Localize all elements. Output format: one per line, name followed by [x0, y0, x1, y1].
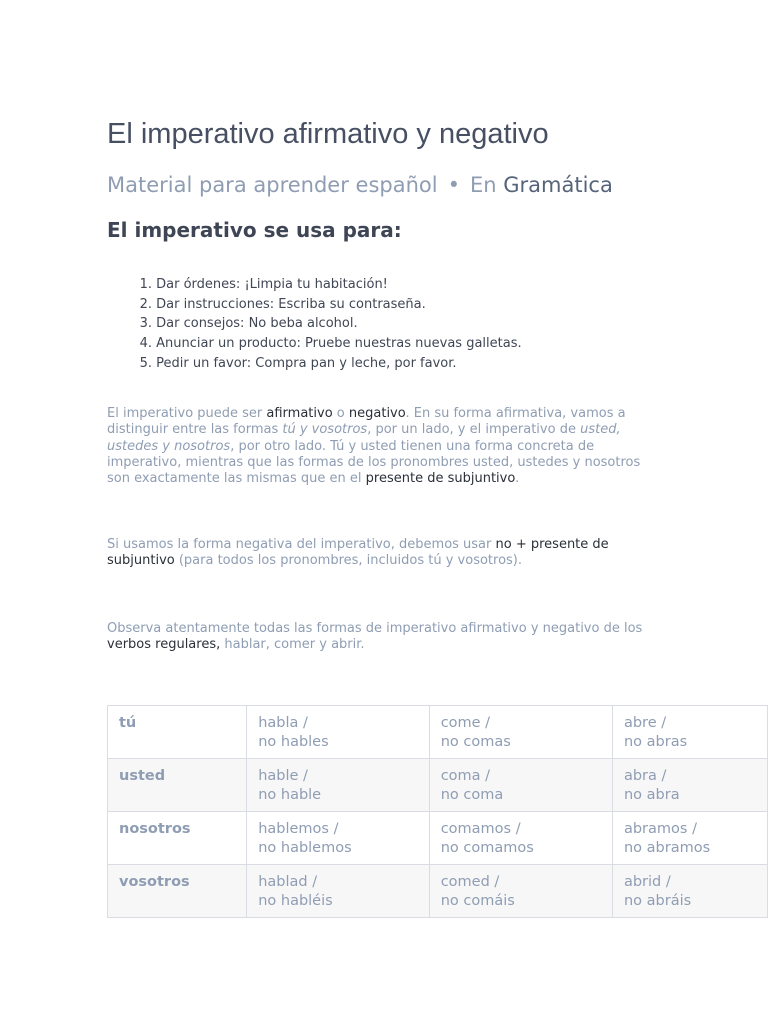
use-label: Pedir un favor: — [156, 355, 256, 371]
list-number: 3. — [139, 316, 152, 332]
text-run: . — [515, 471, 520, 487]
pronoun-cell: vosotros — [108, 865, 247, 918]
use-label: Dar consejos: — [156, 316, 249, 332]
table-row — [108, 759, 768, 812]
affirmative-form: comed / — [440, 874, 500, 890]
negative-form: no abramos — [623, 839, 711, 856]
affirmative-form: hablemos / — [258, 821, 339, 837]
abrir-cell — [612, 865, 767, 918]
list-number: 4. — [139, 336, 152, 352]
comer-cell — [429, 865, 612, 918]
negative-form: no hable — [258, 786, 322, 803]
pronoun-cell: tú — [108, 706, 247, 759]
use-example: Escriba su contraseña. — [278, 296, 426, 312]
pronoun-cell: nosotros — [108, 812, 247, 865]
keyword-no-presente-subjuntivo: no + presente de subjuntivo — [107, 537, 609, 569]
hablar-cell — [247, 706, 429, 759]
negative-form: no habléis — [258, 892, 333, 909]
negative-form: no hables — [258, 733, 329, 750]
affirmative-form: comamos / — [440, 821, 521, 837]
affirmative-form: abramos / — [623, 821, 697, 837]
list-number: 1. — [139, 277, 152, 292]
affirmative-form: habla / — [258, 715, 308, 731]
hablar-cell — [247, 759, 429, 812]
negative-form: no comáis — [440, 892, 515, 909]
use-example: Compra pan y leche, por favor. — [255, 355, 457, 371]
list-item — [107, 334, 522, 354]
negative-form: no abras — [623, 733, 688, 750]
list-item — [107, 295, 522, 315]
text-run: . En su forma afirmativa, vamos a distinguir entre las formas — [107, 406, 626, 438]
article-meta — [107, 173, 613, 197]
affirmative-form: abrid / — [623, 874, 671, 890]
use-example: Pruebe nuestras nuevas galletas. — [305, 336, 522, 352]
use-example: ¡Limpia tu habitación! — [244, 277, 388, 292]
keyword-verbos-regulares: verbos regulares, — [107, 637, 221, 653]
negative-form: no hablemos — [258, 839, 352, 856]
paragraph-negative — [107, 537, 667, 570]
text-run: Observa atentamente todas las formas de imperativo afirmativo y negativo de los — [107, 621, 643, 636]
use-label: Anunciar un producto: — [156, 336, 306, 352]
negative-form: no comas — [440, 733, 511, 750]
table-row — [108, 812, 768, 865]
abrir-cell — [612, 706, 767, 759]
negative-form: no abráis — [623, 892, 692, 909]
affirmative-form: abra / — [623, 768, 667, 784]
page-title: El imperativo afirmativo y negativo — [107, 118, 549, 150]
section-heading: El imperativo se usa para: — [107, 218, 402, 242]
negative-form: no comamos — [440, 839, 534, 856]
list-item — [107, 275, 522, 295]
abrir-cell — [612, 759, 767, 812]
paragraph-observe — [107, 621, 667, 654]
text-run: , por un lado, y el imperativo de — [367, 422, 581, 438]
pronoun-cell: usted — [108, 759, 247, 812]
meta-separator: • — [447, 173, 460, 197]
emphasis-usted-ustedes-nosotros: usted, ustedes y nosotros — [107, 422, 621, 454]
use-example: No beba alcohol. — [248, 316, 358, 332]
emphasis-tu-vosotros: tú y vosotros — [282, 422, 368, 438]
affirmative-form: hable / — [258, 768, 308, 784]
text-run: (para todos los pronombres, incluidos tú y vosotros). — [174, 553, 523, 569]
table-row — [108, 706, 768, 759]
negative-form: no abra — [623, 786, 680, 803]
use-label: Dar instrucciones: — [156, 296, 279, 312]
material-link[interactable]: Material para aprender español — [107, 173, 438, 197]
list-item — [107, 354, 522, 374]
affirmative-form: abre / — [623, 715, 667, 731]
table-row — [108, 865, 768, 918]
keyword-presente-subjuntivo: presente de subjuntivo — [365, 471, 516, 487]
list-item — [107, 314, 522, 334]
keyword-afirmativo: afirmativo — [266, 406, 333, 421]
comer-cell — [429, 706, 612, 759]
abrir-cell — [612, 812, 767, 865]
text-run: o — [332, 406, 349, 421]
category-link[interactable]: Gramática — [503, 173, 613, 197]
uses-list — [107, 275, 522, 374]
affirmative-form: hablad / — [258, 874, 318, 890]
paragraph-forms — [107, 406, 667, 487]
comer-cell — [429, 759, 612, 812]
list-number: 5. — [139, 355, 152, 371]
use-label: Dar órdenes: — [156, 277, 245, 292]
text-run: El imperativo puede ser — [107, 406, 267, 421]
list-number: 2. — [139, 296, 152, 312]
negative-form: no coma — [440, 786, 504, 803]
text-run: hablar, comer y abrir. — [220, 637, 365, 653]
comer-cell — [429, 812, 612, 865]
affirmative-form: come / — [440, 715, 491, 731]
text-run: , por otro lado. Tú y usted tienen una forma concreta de imperativo, mientras que las formas de los pronombres usted, ustedes y nosotros son exactamente las mismas que en el — [107, 438, 641, 487]
keyword-negativo: negativo — [348, 406, 406, 421]
hablar-cell — [247, 812, 429, 865]
conjugation-table — [107, 705, 768, 918]
text-run: Si usamos la forma negativa del imperativo, debemos usar — [107, 537, 496, 552]
affirmative-form: coma / — [440, 768, 491, 784]
hablar-cell — [247, 865, 429, 918]
meta-in-label: En — [469, 173, 497, 197]
